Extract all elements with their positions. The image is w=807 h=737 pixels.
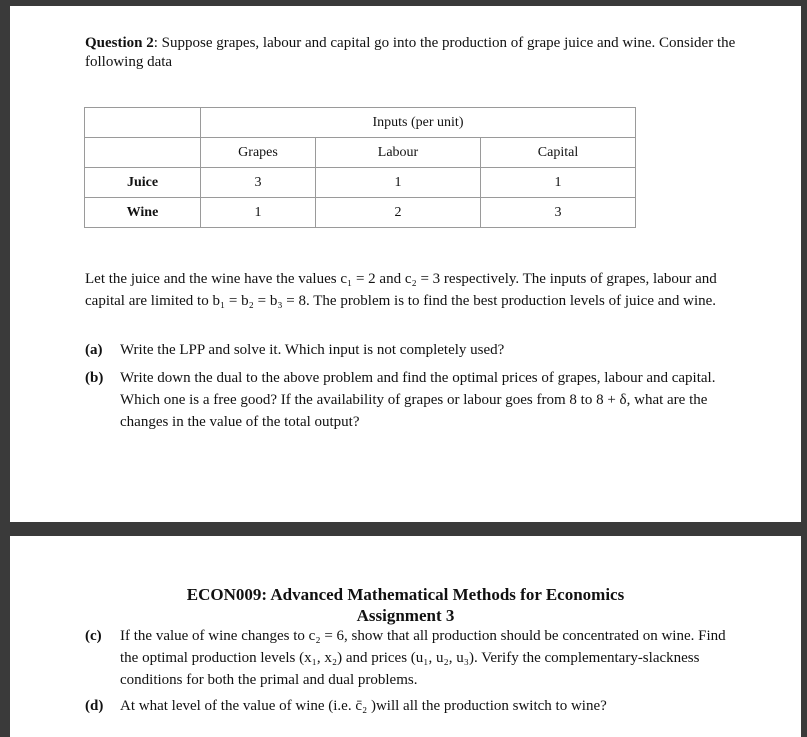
assignment-title: Assignment 3 — [356, 606, 455, 625]
row-header-wine: Wine — [85, 198, 201, 228]
column-header-labour: Labour — [316, 138, 481, 168]
column-header-capital: Capital — [481, 138, 636, 168]
part-a — [85, 339, 735, 361]
question-intro: : Suppose grapes, labour and capital go into the production of grape juice and wine. Consider the following data — [85, 35, 736, 70]
part-b-label: (b) — [85, 370, 104, 386]
table-cell: 3 — [481, 198, 636, 228]
part-b — [85, 367, 735, 433]
table-cell: 2 — [316, 198, 481, 228]
part-a-text: Write the LPP and solve it. Which input is not completely used? — [120, 342, 505, 358]
document-page-2 — [10, 536, 801, 737]
table-empty-cell — [85, 138, 201, 168]
part-d-text: At what level of the value of wine (i.e. c̄₂ )will all the production switch to wine? — [120, 698, 607, 714]
problem-paragraph: Let the juice and the wine have the values c₁ = 2 and c₂ = 3 respectively. The inputs of grapes, labour and capital are limited to b₁ = b₂ = b₃ = 8. The problem is to find the best production levels of juice and wine. — [85, 271, 717, 309]
table-row — [85, 198, 636, 228]
table-group-header: Inputs (per unit) — [201, 108, 636, 138]
document-page-1 — [10, 6, 801, 522]
row-header-juice: Juice — [85, 168, 201, 198]
table-cell: 1 — [481, 168, 636, 198]
part-b-text: Write down the dual to the above problem and find the optimal prices of grapes, labour and capital. Which one is a free good? If the availability of grapes or labour goes from 8 to 8 + δ, what are the changes in the value of the total output? — [120, 370, 716, 430]
part-c-label: (c) — [85, 628, 102, 644]
table-cell: 1 — [201, 198, 316, 228]
part-d-label: (d) — [85, 698, 104, 714]
part-d — [85, 695, 735, 717]
question-label: Question 2 — [85, 35, 154, 51]
table-cell: 3 — [201, 168, 316, 198]
column-header-grapes: Grapes — [201, 138, 316, 168]
inputs-table — [84, 107, 636, 228]
table-row — [85, 168, 636, 198]
part-c — [85, 625, 735, 691]
table-column-header-row — [85, 138, 636, 168]
part-c-text: If the value of wine changes to c₂ = 6, show that all production should be concentrated on wine. Find the optimal production levels (x₁, x₂) and prices (u₁, u₂, u₃). Verify the complementary-slackness conditions for both the primal and dual problems. — [120, 628, 726, 688]
table-corner-cell — [85, 108, 201, 138]
course-title: ECON009: Advanced Mathematical Methods for Economics — [186, 585, 625, 604]
table-group-header-row — [85, 108, 636, 138]
question-title — [85, 34, 745, 72]
part-a-label: (a) — [85, 342, 103, 358]
table-cell: 1 — [316, 168, 481, 198]
